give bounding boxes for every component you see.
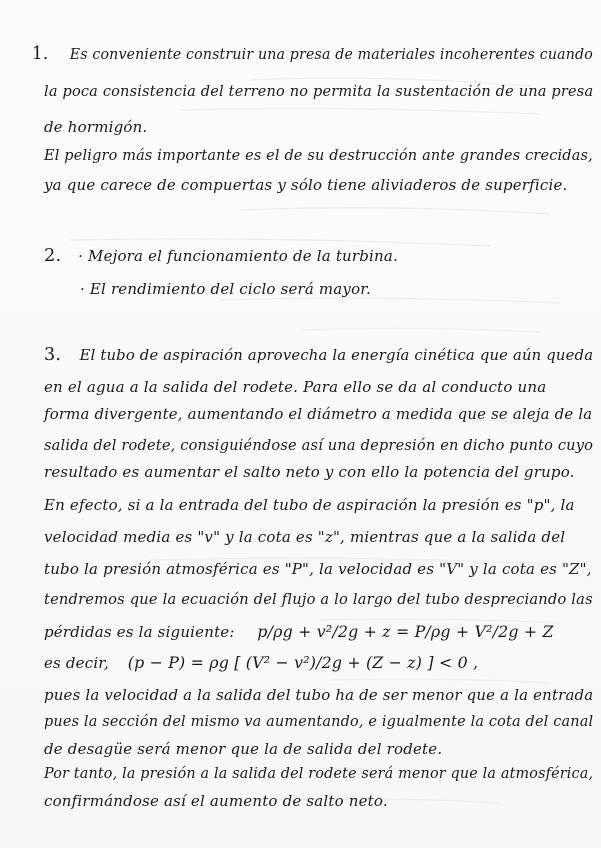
section-3-line-12: pues la velocidad a la salida del tubo ha de ser menor que a la entrada bbox=[44, 686, 594, 704]
section-3-line-3: forma divergente, aumentando el diámetro a medida que se aleja de la bbox=[44, 405, 593, 423]
section-3-number: 3. bbox=[44, 344, 62, 365]
section-1-line-1 bbox=[32, 44, 593, 64]
section-3-line-7: velocidad media es "v" y la cota es "z", mientras que a la salida del bbox=[44, 528, 566, 546]
section-1-number: 1. bbox=[32, 43, 49, 64]
section-1-line-5: ya que carece de compuertas y sólo tiene aliviaderos de superficie. bbox=[44, 176, 568, 194]
section-1-line-2: la poca consistencia del terreno no permita la sustentación de una presa bbox=[44, 82, 594, 100]
equation-1: p/ρg + v²/2g + z = P/ρg + V²/2g + Z bbox=[257, 622, 554, 641]
section-3-line-15: Por tanto, la presión a la salida del rodete será menor que la atmosférica, bbox=[44, 764, 594, 782]
section-1-line-4: El peligro más importante es el de su destrucción ante grandes crecidas, bbox=[44, 146, 593, 164]
section-3-line-6: En efecto, si a la entrada del tubo de aspiración la presión es "p", la bbox=[44, 496, 575, 514]
section-3-line-9: tendremos que la ecuación del flujo a lo largo del tubo despreciando las bbox=[44, 590, 593, 608]
section-3-line-2: en el agua a la salida del rodete. Para ello se da al conducto una bbox=[44, 378, 547, 396]
section-3-line-16: confirmándose así el aumento de salto neto. bbox=[44, 792, 388, 810]
section-1-line-3: de hormigón. bbox=[44, 118, 148, 136]
section-2-text-1: · Mejora el funcionamiento de la turbina. bbox=[78, 247, 398, 265]
section-3-line-4: salida del rodete, consiguiéndose así una depresión en dicho punto cuyo bbox=[44, 436, 594, 454]
section-3-line-11 bbox=[44, 653, 478, 673]
section-2-number: 2. bbox=[44, 245, 62, 266]
section-2-line-1 bbox=[44, 246, 398, 266]
section-3-text-11: es decir, bbox=[44, 654, 109, 672]
section-2-line-2: · El rendimiento del ciclo será mayor. bbox=[80, 280, 371, 298]
section-3-line-14: de desagüe será menor que la de salida del rodete. bbox=[44, 740, 443, 758]
section-3-line-10 bbox=[44, 622, 554, 642]
section-3-line-13: pues la sección del mismo va aumentando, e igualmente la cota del canal bbox=[44, 712, 594, 730]
section-3-line-8: tubo la presión atmosférica es "P", la velocidad es "V" y la cota es "Z", bbox=[44, 560, 592, 578]
section-3-text-10: pérdidas es la siguiente: bbox=[44, 623, 235, 641]
section-3-line-1 bbox=[44, 345, 593, 365]
section-3-text-1: El tubo de aspiración aprovecha la energía cinética que aún queda bbox=[79, 346, 594, 364]
equation-2: (p − P) = ρg [ (V² − v²)/2g + (Z − z) ] < 0 , bbox=[127, 653, 479, 672]
section-3-line-5: resultado es aumentar el salto neto y con ello la potencia del grupo. bbox=[44, 463, 575, 481]
section-1-text-1: Es conveniente construir una presa de materiales incoherentes cuando bbox=[69, 45, 593, 63]
